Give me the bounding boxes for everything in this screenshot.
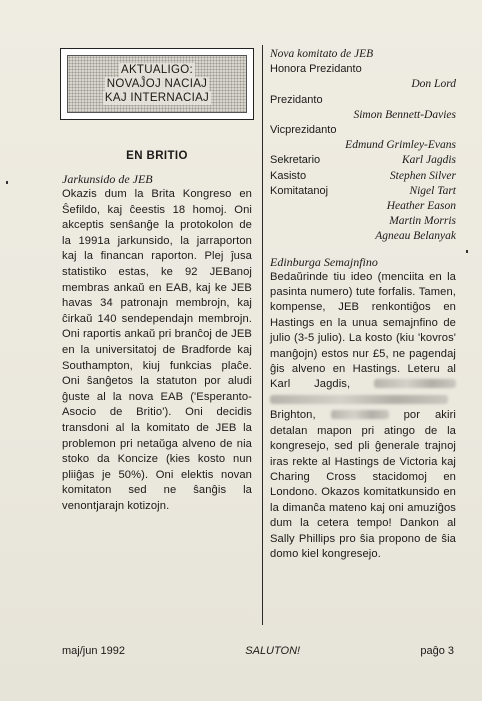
committee-list xyxy=(270,47,456,245)
left-column xyxy=(62,150,252,514)
honorary-name: Don Lord xyxy=(411,78,456,91)
header-line-1: AKTUALIGO: xyxy=(120,64,194,76)
header-line-2: NOVAĴOJ NACIAJ xyxy=(106,78,208,90)
right-column xyxy=(270,47,456,562)
member-name: Nigel Tart xyxy=(409,184,456,197)
president-label: Prezidanto xyxy=(270,93,323,106)
secretary-name: Karl Jagdis xyxy=(402,154,456,167)
members-label: Komitatanoj xyxy=(270,184,329,197)
section2-text-a: Bedaŭrinde tiu ideo (menciita en la pasinta numero) tute forfalis. Tamen, kompense, JEB renkontiĝos en Hastings en la unua semajnfino de julio (3-5 julio). La kosto (kiu 'kovros' manĝojn) estos nur £5, ne pagendaj ĝis alveno en Hastings. Leteru al Karl Jagdis, xyxy=(270,270,456,391)
redacted-address xyxy=(270,395,448,404)
redacted-postcode xyxy=(331,410,389,419)
secretary-row xyxy=(270,153,456,168)
treasurer-label: Kasisto xyxy=(270,169,307,182)
members-row xyxy=(270,184,456,199)
treasurer-name: Stephen Silver xyxy=(389,169,456,182)
header-screen xyxy=(67,55,247,113)
section-title: EN BRITIO xyxy=(126,150,188,162)
page-footer xyxy=(62,645,454,657)
treasurer-row xyxy=(270,169,456,184)
vice-name: Edmund Grimley-Evans xyxy=(345,139,456,152)
member-name: Heather Eason xyxy=(386,200,456,213)
edinburgh-section xyxy=(270,255,456,563)
redacted-address xyxy=(374,379,456,388)
margin-mark xyxy=(6,181,8,184)
section2-text-c: por akiri detalan mapon pri atingo de la kongresejo, sed pli ĝenerale trajnoj iras rekte al Hastings de Victoria kaj Charing Cross stacidomoj en Londono. Okazos komitatkunsido en la dimanĉa mateno kaj oni amuziĝos dum la cetera tempo! Dankon al Sally Phillips pro ŝia propono de ŝia domo kiel kongresejo. xyxy=(270,409,456,560)
column-divider xyxy=(262,45,263,625)
secretary-label: Sekretario xyxy=(270,154,321,167)
article-body: Okazis dum la Brita Kongreso en Ŝefildo, kaj ĉeestis 18 homoj. Oni akceptis senŝanĝe la protokolon de la 1991a jarkunsido, la jarraporton kaj la financan raporton. Plej ĵusa statistiko estas, ke 92 JEBanoj membras ankaŭ en EAB, kaj ke JEB havas 34 patronajn membrojn, kaj ĉirkaŭ 140 sendependajn membrojn. Oni raportis ankaŭ pri branĉoj de JEB en la universitatoj de Bradforde kaj Southampton, kiuj funkcias plaĉe. Oni ŝanĝetos la statuton por aludi ĝuste al la nova EAB ('Esperanto-Asocio de Britio'). Oni decidis transdoni al la komitato de JEB la problemon pri netaŭga alveno de nia stoko da Koncize (kies kosto nun pliiĝas je 50%). Oni elektis novan komitaton sed ne ŝanĝis la venontjarajn kotizojn. xyxy=(62,188,252,512)
header-box xyxy=(60,48,254,120)
subheading: Jarkunsido de JEB xyxy=(62,172,153,186)
member-name: Agneau Belanyak xyxy=(375,230,456,243)
member-name: Martin Morris xyxy=(389,215,456,228)
vice-label: Vicprezidanto xyxy=(270,124,337,137)
section2-text-b: Brighton, xyxy=(270,409,316,422)
header-line-3: KAJ INTERNACIAJ xyxy=(104,92,210,104)
footer-magazine: SALUTON! xyxy=(245,645,301,657)
honorary-label: Honora Prezidanto xyxy=(270,63,362,76)
margin-mark xyxy=(466,250,468,253)
footer-page-number: paĝo 3 xyxy=(420,645,454,657)
president-name: Simon Bennett-Davies xyxy=(353,108,456,121)
committee-heading: Nova komitato de JEB xyxy=(270,48,374,60)
section2-heading: Edinburga Semajnfino xyxy=(270,254,378,269)
footer-date: maj/jun 1992 xyxy=(62,645,125,657)
section2-body xyxy=(270,270,456,563)
